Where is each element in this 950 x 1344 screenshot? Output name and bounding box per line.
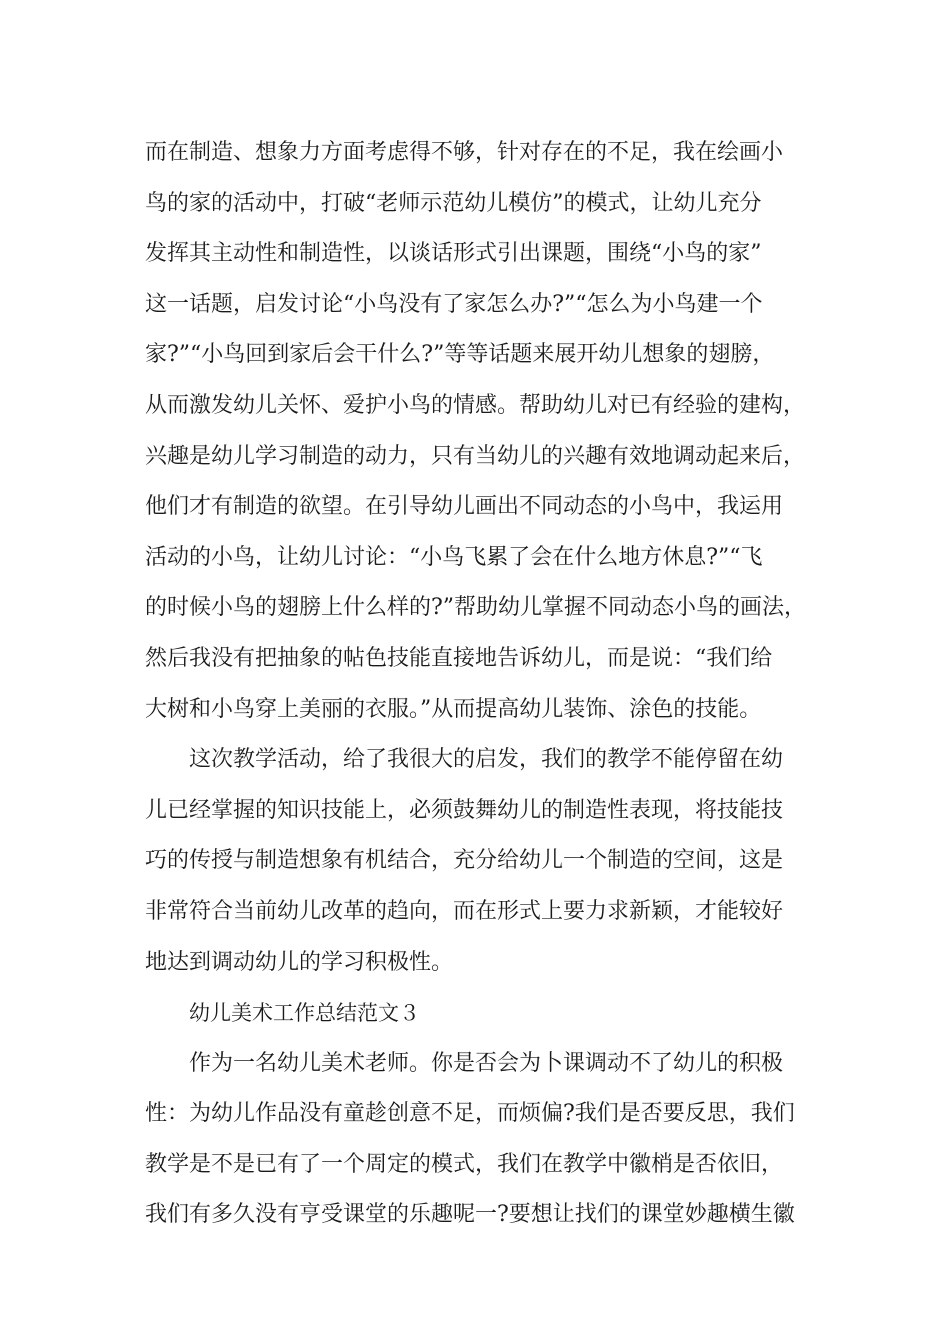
text-line: 鸟的家的活动中，打破“老师示范幼儿模仿”的模式，让幼儿充分	[145, 190, 762, 216]
text-line: 这一话题，启发讨论“小鸟没有了家怎么办?”“怎么为小鸟建一个	[145, 291, 763, 317]
text-line: 巧的传授与制造想象有机结合，充分给幼儿一个制造的空间，这是	[145, 848, 784, 874]
text-line: 性：为幼儿作品没有童趁创意不足，而烦偏?我们是否要反思，我们	[145, 1101, 795, 1127]
text-line: 而在制造、想象力方面考虑得不够，针对存在的不足，我在绘画小	[145, 140, 784, 165]
text-line: 我们有多久没有亨受课堂的乐趣呢一?要想让找们的课堂妙趣横生徽	[145, 1202, 795, 1228]
text-line: 发挥其主动性和制造性，以谈话形式引出课题，围绕“小鸟的家”	[145, 241, 762, 267]
text-line: 从而激发幼儿关怀、爱护小鸟的情感。帮助幼儿对已有经验的建构，	[145, 392, 806, 418]
text-line: 家?”“小鸟回到家后会干什么?”等等话题来展开幼儿想象的翅膀，	[145, 342, 775, 368]
text-line: 的时候小鸟的翅膀上什么样的?”帮助幼儿掌握不同动态小鸟的画法，	[145, 595, 807, 621]
text-line: 大树和小鸟穿上美丽的衣服。”从而提高幼儿装饰、涂色的技能。	[145, 696, 762, 722]
text-line: 教学是不是已有了一个周定的模式，我们在教学中徽梢是否依旧，	[145, 1151, 784, 1177]
paragraph-first-line: 这次教学活动，给了我很大的启发，我们的教学不能停留在幼	[189, 747, 784, 773]
text-line: 他们才有制造的欲望。在引导幼儿画出不同动态的小鸟中，我运用	[145, 494, 784, 520]
paragraph-first-line: 作为一名幼儿美术老师。你是否会为卜课调动不了幼儿的积极	[189, 1050, 784, 1076]
text-line: 兴趣是幼儿学习制造的动力，只有当幼儿的兴趣有效地调动起来后，	[145, 443, 806, 469]
text-line: 儿已经掌握的知识技能上，必须鼓舞幼儿的制造性表现，将技能技	[145, 797, 784, 823]
text-line: 地达到调动幼儿的学习积极性。	[145, 949, 454, 975]
text-line: 非常符合当前幼儿改革的趋向，而在形式上要力求新颖，才能较好	[145, 898, 784, 924]
text-line: 活动的小鸟，让幼儿讨论：“小鸟飞累了会在什么地方休息?”“飞	[145, 544, 763, 570]
section-heading: 幼儿美术工作总结范文３	[189, 1001, 420, 1026]
document-body	[145, 128, 835, 1241]
text-line: 然后我没有把抽象的帖色技能直接地告诉幼儿，而是说：“我们给	[145, 645, 773, 671]
